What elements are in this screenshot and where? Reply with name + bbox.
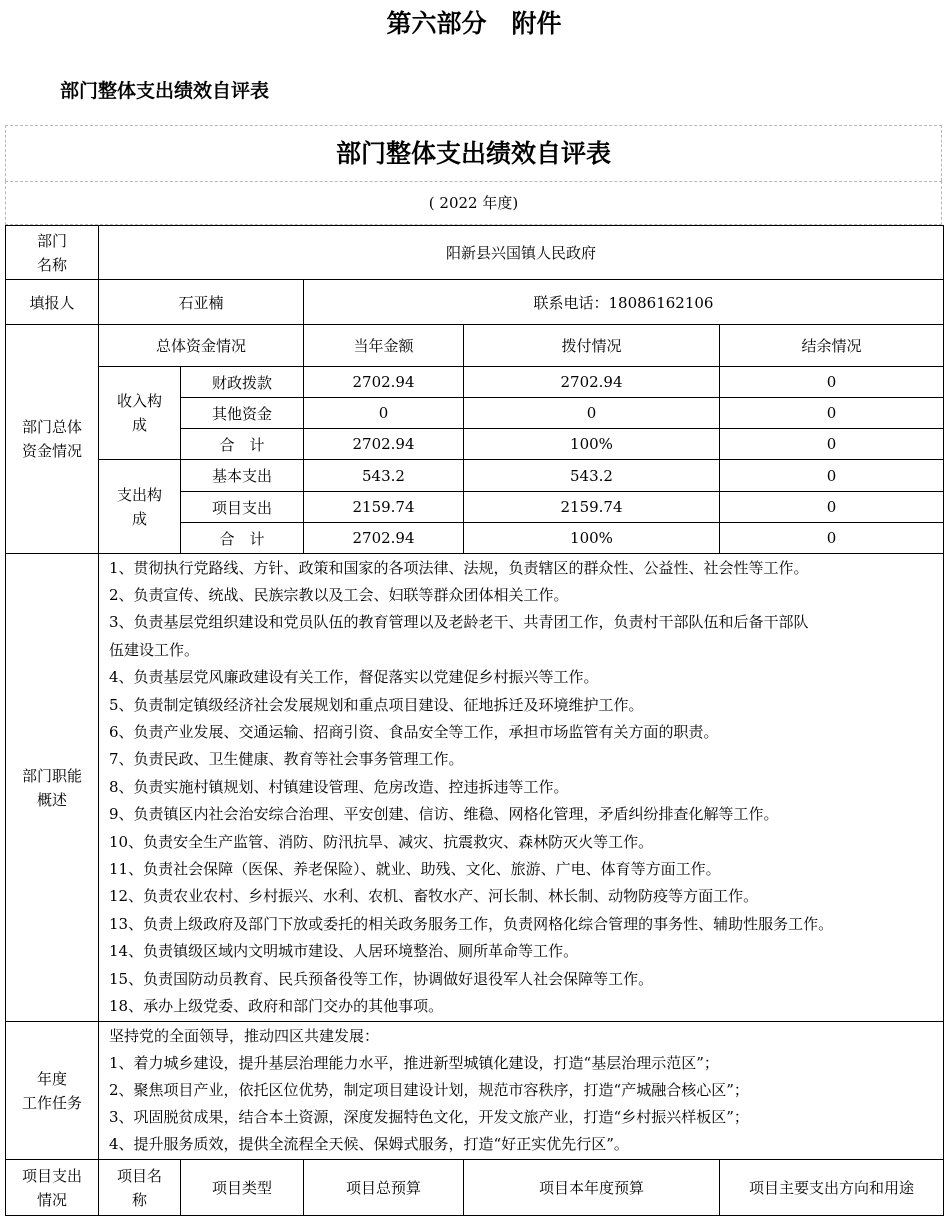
expense-name: 基本支出 <box>181 460 304 492</box>
duty-item: 18、承办上级党委、政府和部门交办的其他事项。 <box>109 997 444 1016</box>
duties-label: 部门职能 概述 <box>6 554 99 1022</box>
dept-name: 阳新县兴国镇人民政府 <box>99 226 944 280</box>
col-current-amount: 当年金额 <box>304 325 464 367</box>
funds-section-label: 部门总体 资金情况 <box>6 325 99 554</box>
expense-paid: 100% <box>464 523 720 554</box>
expense-paid: 2159.74 <box>464 492 720 523</box>
funds-header-row <box>6 325 944 367</box>
col-project-total-budget: 项目总预算 <box>304 1160 464 1216</box>
expense-current: 2702.94 <box>304 523 464 554</box>
reporter-label: 填报人 <box>6 280 99 325</box>
task-item: 1、着力城乡建设，提升基层治理能力水平，推进新型城镇化建设，打造“基层治理示范区”； <box>109 1054 719 1072</box>
reporter-name: 石亚楠 <box>99 280 304 325</box>
col-project-year-budget: 项目本年度预算 <box>464 1160 720 1216</box>
expense-current: 2159.74 <box>304 492 464 523</box>
reporter-phone: 联系电话：18086162106 <box>304 280 944 325</box>
form-title: 部门整体支出绩效自评表 <box>5 125 942 181</box>
income-balance: 0 <box>720 429 944 460</box>
income-row <box>6 367 944 398</box>
income-name: 财政拨款 <box>181 367 304 398</box>
income-paid: 100% <box>464 429 720 460</box>
task-item: 坚持党的全面领导，推动四区共建发展： <box>109 1027 380 1045</box>
income-current: 2702.94 <box>304 429 464 460</box>
duty-item: 5、负责制定镇级经济社会发展规划和重点项目建设、征地拆迁及环境维护工作。 <box>109 695 644 714</box>
income-paid: 0 <box>464 398 720 429</box>
duty-item: 7、负责民政、卫生健康、教育等社会事务管理工作。 <box>109 750 464 769</box>
reporter-row <box>6 280 944 325</box>
duty-item: 13、负责上级政府及部门下放或委托的相关政务服务工作，负责网格化综合管理的事务性、辅助性服务工作。 <box>109 914 834 933</box>
expense-row <box>6 460 944 492</box>
tasks-content <box>99 1022 944 1160</box>
expense-paid: 543.2 <box>464 460 720 492</box>
duty-item: 10、负责安全生产监管、消防、防汛抗旱、减灾、抗震救灾、森林防灭火等工作。 <box>109 832 654 851</box>
funds-overall-label: 总体资金情况 <box>99 325 304 367</box>
part-title: 第六部分 附件 <box>386 9 562 38</box>
duties-row <box>6 554 944 1022</box>
tasks-row <box>6 1022 944 1160</box>
col-balance: 结余情况 <box>720 325 944 367</box>
projects-label: 项目支出 情况 <box>6 1160 99 1216</box>
income-label: 收入构 成 <box>99 367 181 460</box>
expense-name: 项目支出 <box>181 492 304 523</box>
form-year: ( 2022 年度) <box>5 181 942 225</box>
task-item: 4、提升服务质效，提供全流程全天候、保姆式服务，打造“好正实优先行区”。 <box>109 1135 629 1153</box>
income-name: 其他资金 <box>181 398 304 429</box>
income-balance: 0 <box>720 398 944 429</box>
duty-item: 3、负责基层党组织建设和党员队伍的教育管理以及老龄老干、共青团工作，负责村干部队伍和后备干部队 <box>109 613 809 632</box>
duty-item: 4、负责基层党风廉政建设有关工作，督促落实以党建促乡村振兴等工作。 <box>109 668 599 687</box>
income-paid: 2702.94 <box>464 367 720 398</box>
dept-label: 部门 名称 <box>6 226 99 280</box>
expense-balance: 0 <box>720 492 944 523</box>
evaluation-form <box>5 125 942 1216</box>
duty-item: 8、负责实施村镇规划、村镇建设管理、危房改造、控违拆违等工作。 <box>109 777 569 796</box>
col-project-type: 项目类型 <box>181 1160 304 1216</box>
expense-label: 支出构 成 <box>99 460 181 554</box>
projects-header-row <box>6 1160 944 1216</box>
task-item: 3、巩固脱贫成果，结合本土资源，深度发掘特色文化，开发文旅产业，打造“乡村振兴样板区”； <box>109 1108 749 1126</box>
col-project-name: 项目名 称 <box>99 1160 181 1216</box>
expense-balance: 0 <box>720 523 944 554</box>
expense-name: 合 计 <box>181 523 304 554</box>
duties-content <box>99 554 944 1022</box>
income-balance: 0 <box>720 367 944 398</box>
income-current: 2702.94 <box>304 367 464 398</box>
col-paid: 拨付情况 <box>464 325 720 367</box>
task-item: 2、聚焦项目产业，依托区位优势，制定项目建设计划，规范市容秩序，打造“产城融合核心区”； <box>109 1081 749 1099</box>
duty-item: 2、负责宣传、统战、民族宗教以及工会、妇联等群众团体相关工作。 <box>109 585 569 604</box>
duty-item: 6、负责产业发展、交通运输、招商引资、食品安全等工作，承担市场监管有关方面的职责。 <box>109 722 719 741</box>
duty-item: 14、负责镇级区域内文明城市建设、人居环境整治、厕所革命等工作。 <box>109 942 579 961</box>
dept-row <box>6 226 944 280</box>
income-name: 合 计 <box>181 429 304 460</box>
expense-current: 543.2 <box>304 460 464 492</box>
form-table <box>5 225 944 1216</box>
duty-item: 12、负责农业农村、乡村振兴、水利、农机、畜牧水产、河长制、林长制、动物防疫等方面工作。 <box>109 887 759 906</box>
duty-item: 9、负责镇区内社会治安综合治理、平安创建、信访、维稳、网格化管理，矛盾纠纷排查化解等工作。 <box>109 805 779 824</box>
income-current: 0 <box>304 398 464 429</box>
duty-item: 伍建设工作。 <box>109 640 200 659</box>
duty-item: 15、负责国防动员教育、民兵预备役等工作，协调做好退役军人社会保障等工作。 <box>109 969 654 988</box>
tasks-label: 年度 工作任务 <box>6 1022 99 1160</box>
duty-item: 11、负责社会保障（医保、养老保险）、就业、助残、文化、旅游、广电、体育等方面工作。 <box>109 860 721 879</box>
section-title: 部门整体支出绩效自评表 <box>60 80 270 102</box>
duty-item: 1、贯彻执行党路线、方针、政策和国家的各项法律、法规，负责辖区的群众性、公益性、社会性等工作。 <box>109 558 809 577</box>
expense-balance: 0 <box>720 460 944 492</box>
col-project-usage: 项目主要支出方向和用途 <box>720 1160 944 1216</box>
